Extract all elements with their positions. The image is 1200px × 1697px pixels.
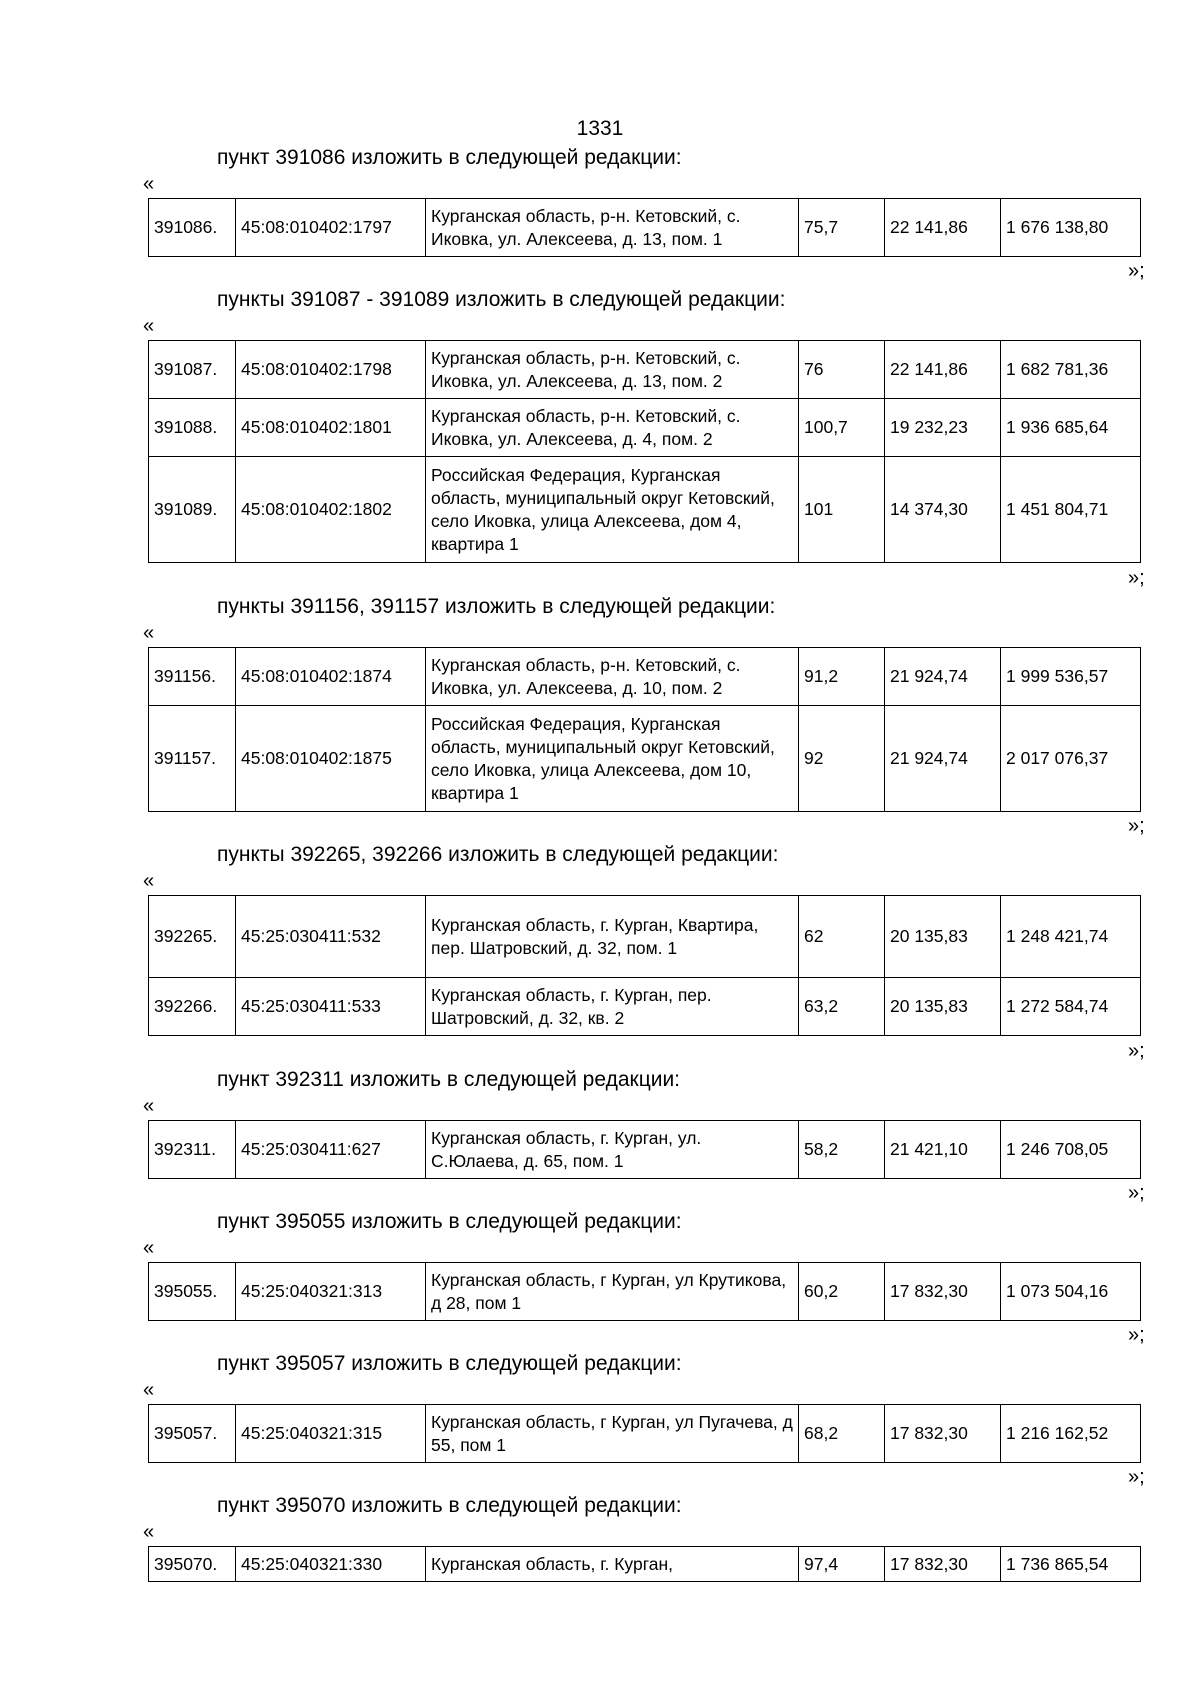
cell-price: 17 832,30	[885, 1405, 1001, 1463]
cell-cadastral: 45:08:010402:1802	[236, 457, 426, 563]
close-quote: »;	[1128, 567, 1145, 589]
register-table	[148, 1546, 1141, 1582]
close-quote: »;	[1128, 815, 1145, 837]
cell-value: 2 017 076,37	[1001, 706, 1141, 812]
cell-number: 392266.	[149, 978, 236, 1036]
cell-area: 91,2	[799, 648, 885, 706]
cell-address: Курганская область, г Курган, ул Крутикова, д 28, пом 1	[426, 1263, 799, 1321]
cell-number: 391089.	[149, 457, 236, 563]
cell-number: 391157.	[149, 706, 236, 812]
cell-address: Российская Федерация, Курганская область, муниципальный округ Кетовский, село Иковка, улица Алексеева, дом 10, квартира 1	[426, 706, 799, 812]
cell-cadastral: 45:25:040321:313	[236, 1263, 426, 1321]
section-heading: пункт 395070 изложить в следующей редакции:	[217, 1494, 682, 1517]
register-table	[148, 1120, 1141, 1179]
cell-number: 395070.	[149, 1547, 236, 1582]
cell-number: 395055.	[149, 1263, 236, 1321]
cell-number: 392265.	[149, 896, 236, 978]
cell-address: Курганская область, р-н. Кетовский, с. Иковка, ул. Алексеева, д. 13, пом. 2	[426, 341, 799, 399]
cell-address: Российская Федерация, Курганская область, муниципальный округ Кетовский, село Иковка, улица Алексеева, дом 4, квартира 1	[426, 457, 799, 563]
cell-cadastral: 45:08:010402:1797	[236, 199, 426, 257]
section-heading: пункт 392311 изложить в следующей редакции:	[217, 1068, 681, 1091]
cell-address: Курганская область, г. Курган, ул. С.Юлаева, д. 65, пом. 1	[426, 1121, 799, 1179]
cell-area: 97,4	[799, 1547, 885, 1582]
cell-area: 101	[799, 457, 885, 563]
cell-value: 1 682 781,36	[1001, 341, 1141, 399]
cell-value: 1 246 708,05	[1001, 1121, 1141, 1179]
cell-area: 58,2	[799, 1121, 885, 1179]
cell-area: 92	[799, 706, 885, 812]
cell-area: 68,2	[799, 1405, 885, 1463]
cell-cadastral: 45:25:040321:315	[236, 1405, 426, 1463]
cell-address: Курганская область, р-н. Кетовский, с. Иковка, ул. Алексеева, д. 10, пом. 2	[426, 648, 799, 706]
cell-area: 75,7	[799, 199, 885, 257]
cell-price: 21 924,74	[885, 706, 1001, 812]
register-table	[148, 198, 1141, 257]
cell-area: 100,7	[799, 399, 885, 457]
register-table	[148, 1404, 1141, 1463]
cell-address: Курганская область, р-н. Кетовский, с. Иковка, ул. Алексеева, д. 13, пом. 1	[426, 199, 799, 257]
table-row	[149, 1547, 1141, 1582]
cell-price: 22 141,86	[885, 199, 1001, 257]
cell-area: 60,2	[799, 1263, 885, 1321]
cell-cadastral: 45:25:040321:330	[236, 1547, 426, 1582]
table-row	[149, 199, 1141, 257]
table-row	[149, 1263, 1141, 1321]
cell-address: Курганская область, г. Курган, Квартира, пер. Шатровский, д. 32, пом. 1	[426, 896, 799, 978]
table-row	[149, 399, 1141, 457]
cell-price: 20 135,83	[885, 978, 1001, 1036]
open-quote: «	[143, 315, 155, 337]
table-row	[149, 457, 1141, 563]
cell-number: 391086.	[149, 199, 236, 257]
close-quote: »;	[1128, 1182, 1145, 1204]
cell-cadastral: 45:08:010402:1801	[236, 399, 426, 457]
cell-address: Курганская область, г. Курган, пер. Шатровский, д. 32, кв. 2	[426, 978, 799, 1036]
cell-area: 63,2	[799, 978, 885, 1036]
cell-cadastral: 45:25:030411:533	[236, 978, 426, 1036]
table-row	[149, 1121, 1141, 1179]
close-quote: »;	[1128, 1466, 1145, 1488]
cell-address: Курганская область, р-н. Кетовский, с. Иковка, ул. Алексеева, д. 4, пом. 2	[426, 399, 799, 457]
open-quote: «	[143, 1237, 155, 1259]
cell-cadastral: 45:08:010402:1874	[236, 648, 426, 706]
cell-price: 22 141,86	[885, 341, 1001, 399]
open-quote: «	[143, 173, 155, 195]
cell-number: 391088.	[149, 399, 236, 457]
page-number: 1331	[576, 117, 624, 140]
register-table	[148, 895, 1141, 1036]
cell-cadastral: 45:25:030411:532	[236, 896, 426, 978]
cell-value: 1 272 584,74	[1001, 978, 1141, 1036]
cell-value: 1 216 162,52	[1001, 1405, 1141, 1463]
section-heading: пункт 395057 изложить в следующей редакции:	[217, 1352, 682, 1375]
open-quote: «	[143, 622, 155, 644]
section-heading: пункты 391087 - 391089 изложить в следующей редакции:	[217, 288, 786, 311]
cell-area: 62	[799, 896, 885, 978]
cell-value: 1 999 536,57	[1001, 648, 1141, 706]
cell-address: Курганская область, г. Курган,	[426, 1547, 799, 1582]
section-heading: пункт 391086 изложить в следующей редакции:	[217, 146, 682, 169]
close-quote: »;	[1128, 260, 1145, 282]
register-table	[148, 340, 1141, 563]
cell-value: 1 936 685,64	[1001, 399, 1141, 457]
cell-cadastral: 45:08:010402:1798	[236, 341, 426, 399]
open-quote: «	[143, 1521, 155, 1543]
cell-price: 21 924,74	[885, 648, 1001, 706]
cell-price: 19 232,23	[885, 399, 1001, 457]
section-heading: пункты 391156, 391157 изложить в следующей редакции:	[217, 595, 776, 618]
table-row	[149, 706, 1141, 812]
cell-value: 1 073 504,16	[1001, 1263, 1141, 1321]
cell-price: 20 135,83	[885, 896, 1001, 978]
cell-address: Курганская область, г Курган, ул Пугачева, д 55, пом 1	[426, 1405, 799, 1463]
cell-value: 1 736 865,54	[1001, 1547, 1141, 1582]
cell-value: 1 676 138,80	[1001, 199, 1141, 257]
open-quote: «	[143, 870, 155, 892]
close-quote: »;	[1128, 1040, 1145, 1062]
table-row	[149, 1405, 1141, 1463]
table-row	[149, 341, 1141, 399]
cell-number: 392311.	[149, 1121, 236, 1179]
open-quote: «	[143, 1379, 155, 1401]
register-table	[148, 1262, 1141, 1321]
cell-number: 395057.	[149, 1405, 236, 1463]
cell-number: 391156.	[149, 648, 236, 706]
table-row	[149, 896, 1141, 978]
cell-price: 14 374,30	[885, 457, 1001, 563]
cell-area: 76	[799, 341, 885, 399]
register-table	[148, 647, 1141, 812]
cell-price: 17 832,30	[885, 1547, 1001, 1582]
section-heading: пункт 395055 изложить в следующей редакции:	[217, 1210, 682, 1233]
cell-price: 17 832,30	[885, 1263, 1001, 1321]
cell-value: 1 248 421,74	[1001, 896, 1141, 978]
cell-cadastral: 45:25:030411:627	[236, 1121, 426, 1179]
open-quote: «	[143, 1095, 155, 1117]
section-heading: пункты 392265, 392266 изложить в следующей редакции:	[217, 843, 779, 866]
table-row	[149, 648, 1141, 706]
table-row	[149, 978, 1141, 1036]
cell-value: 1 451 804,71	[1001, 457, 1141, 563]
cell-number: 391087.	[149, 341, 236, 399]
cell-price: 21 421,10	[885, 1121, 1001, 1179]
close-quote: »;	[1128, 1324, 1145, 1346]
cell-cadastral: 45:08:010402:1875	[236, 706, 426, 812]
